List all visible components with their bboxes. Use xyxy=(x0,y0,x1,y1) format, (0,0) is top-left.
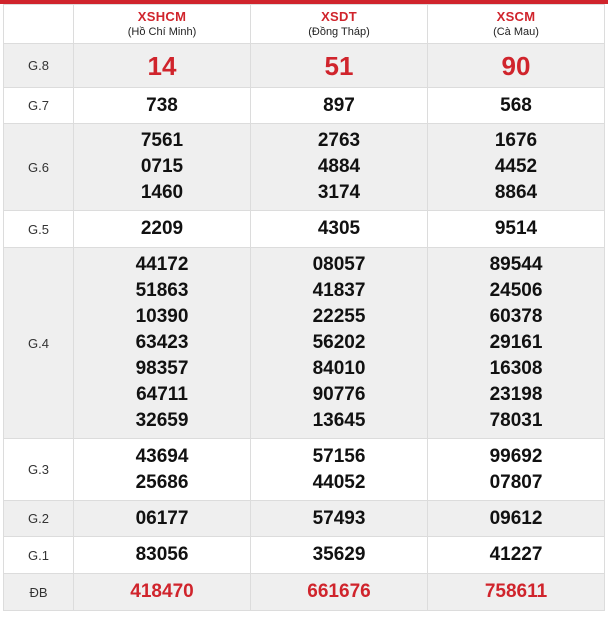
result-number: 44172 xyxy=(135,254,189,275)
result-number: 4305 xyxy=(317,218,361,239)
prize-row-g2 xyxy=(4,501,605,537)
result-cell xyxy=(428,501,605,537)
result-number: 84010 xyxy=(312,358,366,379)
result-number: 90776 xyxy=(312,384,366,405)
prize-label: G.8 xyxy=(4,44,74,88)
result-cell xyxy=(251,124,428,211)
result-cell xyxy=(251,88,428,124)
prize-row-g4 xyxy=(4,248,605,439)
result-cell xyxy=(251,439,428,501)
result-number: 99692 xyxy=(489,445,543,467)
result-cell xyxy=(428,44,605,88)
result-cell xyxy=(251,537,428,574)
result-number: 06177 xyxy=(135,507,189,529)
result-number: 9514 xyxy=(494,218,538,239)
result-cell xyxy=(74,88,251,124)
prize-row-g5 xyxy=(4,211,605,248)
result-number: 8864 xyxy=(494,182,538,203)
result-number: 78031 xyxy=(489,410,543,431)
result-number: 7561 xyxy=(140,130,184,151)
lottery-results-table xyxy=(3,4,605,611)
province-code-link[interactable]: XSCM xyxy=(496,9,536,24)
result-number: 41227 xyxy=(489,544,543,565)
result-number: 43694 xyxy=(135,445,189,467)
result-cell xyxy=(428,574,605,611)
result-number: 09612 xyxy=(489,507,543,529)
result-cell xyxy=(74,501,251,537)
result-number: 89544 xyxy=(489,254,543,275)
prize-row-g8 xyxy=(4,44,605,88)
result-number: 44052 xyxy=(312,471,366,493)
prize-row-g3 xyxy=(4,439,605,501)
result-number: 4884 xyxy=(317,156,361,177)
province-name: (Cà Mau) xyxy=(493,26,539,38)
province-code-link[interactable]: XSHCM xyxy=(137,9,187,24)
result-number: 16308 xyxy=(489,358,543,379)
result-number: 57156 xyxy=(312,445,366,467)
province-code-link[interactable]: XSDT xyxy=(321,9,357,24)
result-number: 24506 xyxy=(489,280,543,301)
prize-label: G.6 xyxy=(4,124,74,211)
result-number: 98357 xyxy=(135,358,189,379)
prize-row-g6 xyxy=(4,124,605,211)
result-number: 13645 xyxy=(312,410,366,431)
result-cell xyxy=(74,124,251,211)
prize-label: G.4 xyxy=(4,248,74,439)
result-number: 63423 xyxy=(135,332,189,353)
result-number: 29161 xyxy=(489,332,543,353)
result-number: 51 xyxy=(324,50,354,81)
result-cell xyxy=(251,44,428,88)
result-number: 14 xyxy=(147,50,177,81)
result-number: 897 xyxy=(323,94,355,116)
prize-label: G.3 xyxy=(4,439,74,501)
result-number: 10390 xyxy=(135,306,189,327)
result-number: 2209 xyxy=(140,218,184,239)
result-cell xyxy=(74,439,251,501)
result-cell xyxy=(428,88,605,124)
result-cell xyxy=(251,574,428,611)
result-cell xyxy=(74,211,251,248)
result-cell xyxy=(251,501,428,537)
result-number: 57493 xyxy=(312,507,366,529)
result-cell xyxy=(74,574,251,611)
result-cell xyxy=(428,439,605,501)
result-number: 83056 xyxy=(135,544,189,565)
province-header xyxy=(428,5,605,44)
prize-label: G.2 xyxy=(4,501,74,537)
prize-row-g1 xyxy=(4,537,605,574)
result-cell xyxy=(251,211,428,248)
result-number: 568 xyxy=(500,94,532,116)
result-number: 32659 xyxy=(135,410,189,431)
prize-label: G.1 xyxy=(4,537,74,574)
prize-label: G.7 xyxy=(4,88,74,124)
result-number: 08057 xyxy=(312,254,366,275)
result-cell xyxy=(74,44,251,88)
special-prize-number: 758611 xyxy=(484,581,548,602)
province-name: (Hồ Chí Minh) xyxy=(127,26,197,38)
province-header xyxy=(74,5,251,44)
result-number: 2763 xyxy=(317,130,361,151)
result-number: 07807 xyxy=(489,471,543,493)
corner-cell xyxy=(4,5,74,44)
result-number: 22255 xyxy=(312,306,366,327)
result-number: 23198 xyxy=(489,384,543,405)
province-header xyxy=(251,5,428,44)
result-cell xyxy=(428,537,605,574)
result-cell xyxy=(251,248,428,439)
result-cell xyxy=(428,248,605,439)
result-number: 64711 xyxy=(136,384,188,405)
result-number: 0715 xyxy=(140,156,184,177)
result-number: 41837 xyxy=(312,280,366,301)
header-row xyxy=(4,5,605,44)
result-cell xyxy=(428,211,605,248)
prize-label: G.5 xyxy=(4,211,74,248)
province-name: (Đồng Tháp) xyxy=(308,26,370,38)
result-number: 25686 xyxy=(135,471,189,493)
prize-row-special xyxy=(4,574,605,611)
result-cell xyxy=(74,248,251,439)
result-cell xyxy=(74,537,251,574)
prize-label: ĐB xyxy=(4,574,74,611)
result-number: 3174 xyxy=(317,182,361,203)
result-number: 4452 xyxy=(494,156,538,177)
result-cell xyxy=(428,124,605,211)
special-prize-number: 661676 xyxy=(307,581,371,602)
result-number: 1676 xyxy=(494,130,538,151)
result-number: 51863 xyxy=(135,280,189,301)
result-number: 738 xyxy=(146,94,178,116)
result-number: 56202 xyxy=(312,332,366,353)
special-prize-number: 418470 xyxy=(130,581,194,602)
prize-row-g7 xyxy=(4,88,605,124)
result-number: 90 xyxy=(501,50,531,81)
result-number: 1460 xyxy=(140,182,184,203)
result-number: 35629 xyxy=(312,544,366,565)
result-number: 60378 xyxy=(489,306,543,327)
